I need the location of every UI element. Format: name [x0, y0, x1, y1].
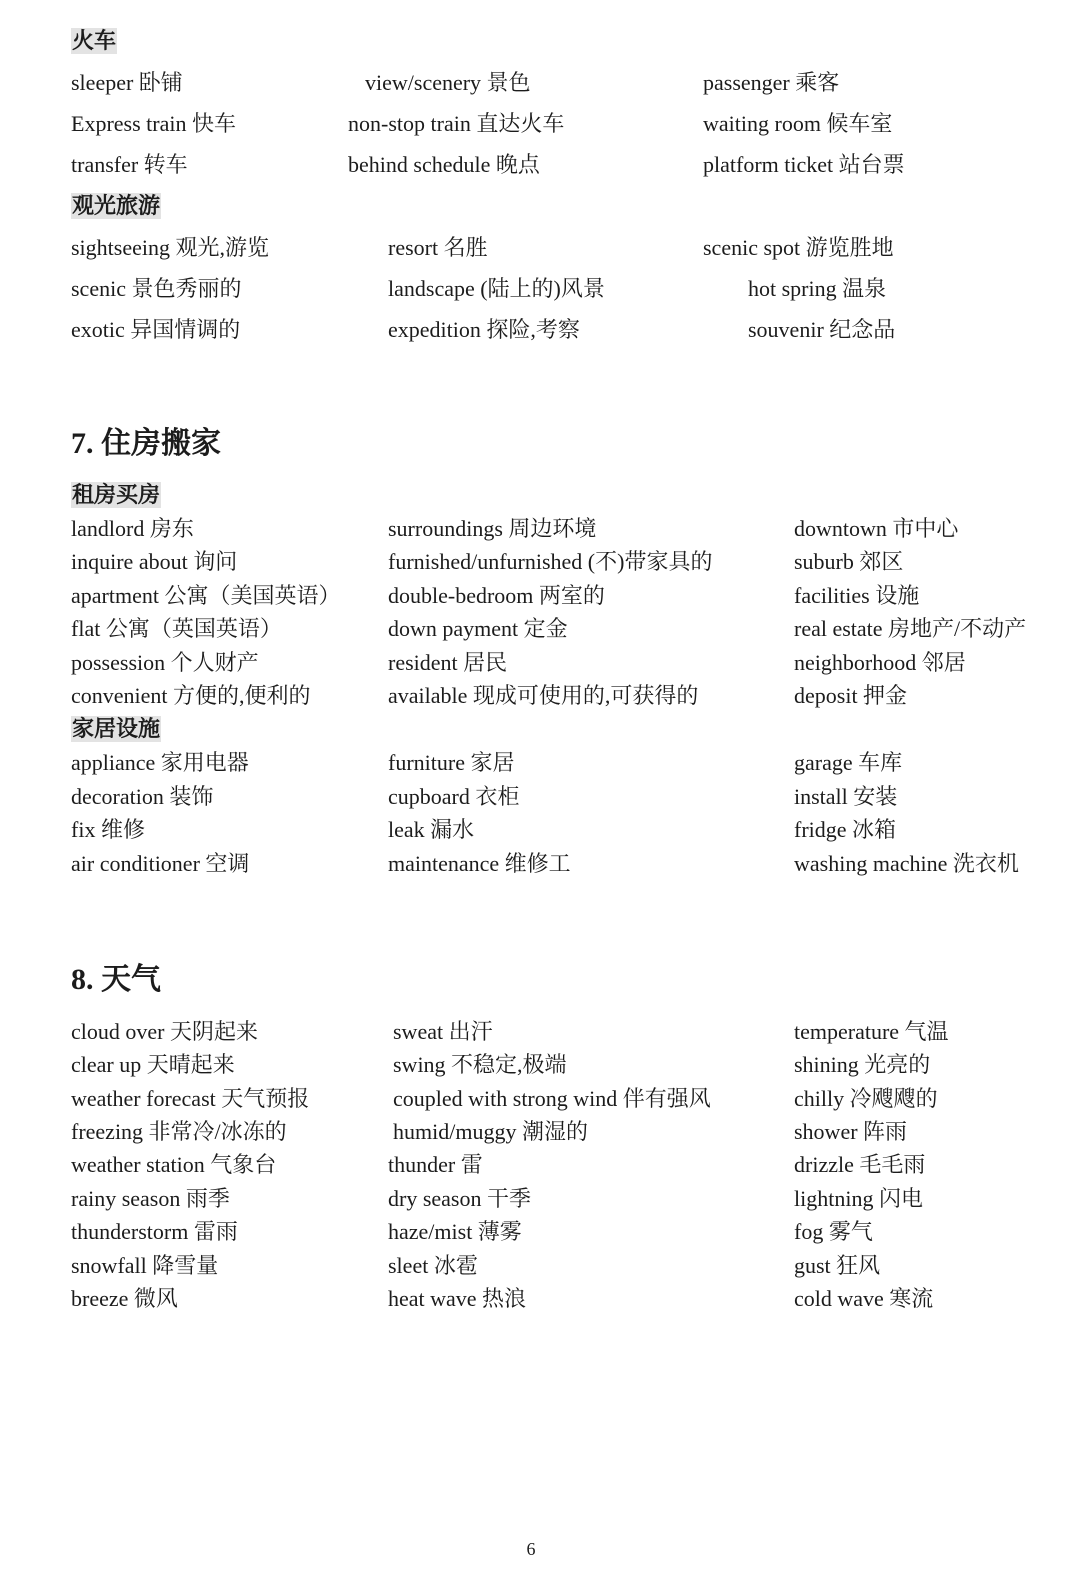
chapter-title-weather: 8. 天气 [71, 963, 161, 996]
vocab-item: resort 名胜 [388, 235, 488, 260]
section-heading-train: 火车 [72, 28, 117, 53]
vocab-item: transfer 转车 [71, 152, 188, 177]
vocab-item: furniture 家居 [388, 750, 515, 775]
vocab-item: inquire about 询问 [71, 549, 238, 574]
vocab-item: downtown 市中心 [794, 516, 959, 541]
vocab-item: furnished/unfurnished (不)带家具的 [388, 549, 713, 574]
vocab-item: cupboard 衣柜 [388, 784, 520, 809]
vocab-item: weather station 气象台 [71, 1152, 277, 1177]
vocab-item: clear up 天晴起来 [71, 1052, 235, 1077]
vocab-item: souvenir 纪念品 [748, 317, 896, 342]
vocab-item: leak 漏水 [388, 817, 475, 842]
section-heading-sightseeing: 观光旅游 [72, 193, 161, 218]
vocab-item: hot spring 温泉 [748, 276, 887, 301]
vocab-item: suburb 郊区 [794, 549, 904, 574]
vocab-item: landlord 房东 [71, 516, 194, 541]
vocab-item: scenic spot 游览胜地 [703, 235, 894, 260]
vocab-item: cloud over 天阴起来 [71, 1019, 258, 1044]
vocab-item: install 安装 [794, 784, 898, 809]
vocab-item: appliance 家用电器 [71, 750, 249, 775]
vocab-item: gust 狂风 [794, 1253, 881, 1278]
vocab-item: lightning 闪电 [794, 1186, 923, 1211]
vocab-item: breeze 微风 [71, 1286, 178, 1311]
vocab-item: apartment 公寓（美国英语） [71, 583, 341, 608]
vocab-item: decoration 装饰 [71, 784, 214, 809]
vocab-item: fog 雾气 [794, 1219, 873, 1244]
vocab-item: humid/muggy 潮湿的 [393, 1119, 588, 1144]
vocab-item: drizzle 毛毛雨 [794, 1152, 926, 1177]
vocab-item: facilities 设施 [794, 583, 920, 608]
vocab-item: haze/mist 薄雾 [388, 1219, 522, 1244]
vocab-item: garage 车库 [794, 750, 903, 775]
vocab-item: waiting room 候车室 [703, 111, 893, 136]
vocab-item: real estate 房地产/不动产 [794, 616, 1027, 641]
vocab-item: passenger 乘客 [703, 70, 840, 95]
vocab-item: exotic 异国情调的 [71, 317, 241, 342]
vocab-item: dry season 干季 [388, 1186, 531, 1211]
chapter-title-housing: 7. 住房搬家 [71, 427, 221, 460]
vocab-item: sweat 出汗 [393, 1019, 493, 1044]
vocab-item: cold wave 寒流 [794, 1286, 934, 1311]
vocab-item: behind schedule 晚点 [348, 152, 540, 177]
vocab-item: convenient 方便的,便利的 [71, 683, 311, 708]
vocab-item: deposit 押金 [794, 683, 908, 708]
section-heading-renting: 租房买房 [72, 482, 161, 507]
vocab-item: fridge 冰箱 [794, 817, 897, 842]
vocab-item: possession 个人财产 [71, 650, 259, 675]
vocab-item: Express train 快车 [71, 111, 236, 136]
vocab-item: thunderstorm 雷雨 [71, 1219, 238, 1244]
vocab-item: coupled with strong wind 伴有强风 [393, 1086, 711, 1111]
vocab-item: resident 居民 [388, 650, 508, 675]
vocab-item: chilly 冷飕飕的 [794, 1086, 938, 1111]
vocab-item: scenic 景色秀丽的 [71, 276, 242, 301]
vocab-item: heat wave 热浪 [388, 1286, 527, 1311]
vocab-item: maintenance 维修工 [388, 851, 571, 876]
vocab-item: landscape (陆上的)风景 [388, 276, 605, 301]
vocab-item: available 现成可使用的,可获得的 [388, 683, 699, 708]
vocab-item: flat 公寓（英国英语） [71, 616, 282, 641]
vocab-item: platform ticket 站台票 [703, 152, 905, 177]
vocab-item: sightseeing 观光,游览 [71, 235, 269, 260]
vocab-item: thunder 雷 [388, 1152, 483, 1177]
vocab-item: swing 不稳定,极端 [393, 1052, 567, 1077]
vocab-item: fix 维修 [71, 817, 145, 842]
vocab-item: view/scenery 景色 [365, 70, 531, 95]
vocab-item: double-bedroom 两室的 [388, 583, 605, 608]
vocab-item: neighborhood 邻居 [794, 650, 966, 675]
vocab-item: shower 阵雨 [794, 1119, 908, 1144]
vocab-item: non-stop train 直达火车 [348, 111, 565, 136]
vocab-item: freezing 非常冷/冰冻的 [71, 1119, 287, 1144]
vocab-item: surroundings 周边环境 [388, 516, 597, 541]
vocab-item: down payment 定金 [388, 616, 568, 641]
vocab-item: temperature 气温 [794, 1019, 949, 1044]
vocab-item: rainy season 雨季 [71, 1186, 230, 1211]
vocab-item: snowfall 降雪量 [71, 1253, 219, 1278]
vocab-item: washing machine 洗衣机 [794, 851, 1019, 876]
vocab-item: sleet 冰雹 [388, 1253, 478, 1278]
section-heading-home: 家居设施 [72, 716, 161, 741]
vocab-item: shining 光亮的 [794, 1052, 931, 1077]
vocab-item: weather forecast 天气预报 [71, 1086, 310, 1111]
page-number: 6 [526, 1539, 536, 1559]
vocab-item: sleeper 卧铺 [71, 70, 183, 95]
vocab-item: air conditioner 空调 [71, 851, 250, 876]
vocab-item: expedition 探险,考察 [388, 317, 580, 342]
